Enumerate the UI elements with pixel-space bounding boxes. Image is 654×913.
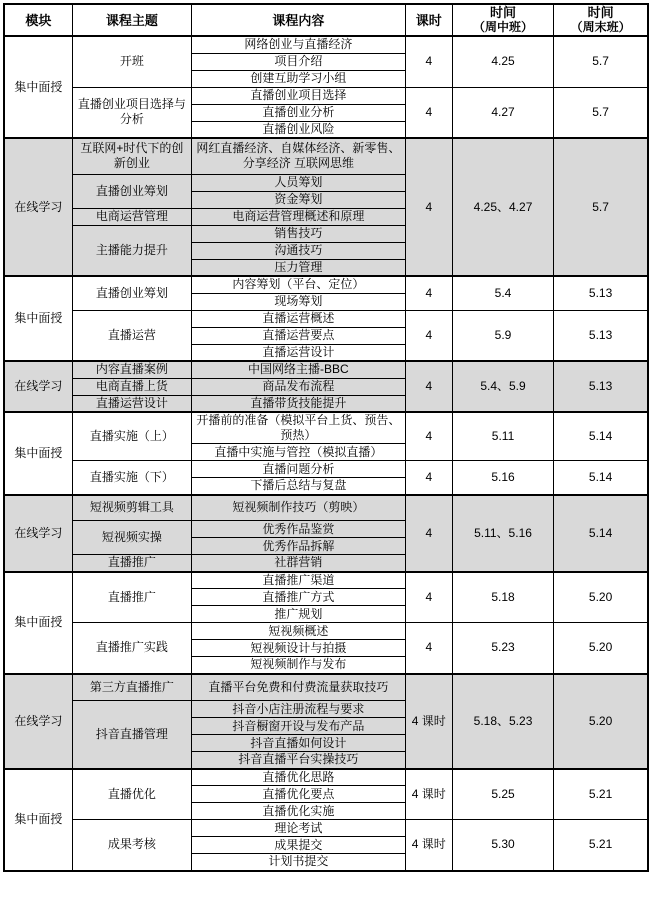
theme-cell: 抖音直播管理 xyxy=(72,701,191,769)
theme-cell: 内容直播案例 xyxy=(72,361,191,378)
theme-cell: 直播推广实践 xyxy=(72,623,191,674)
hours-cell: 4 xyxy=(405,138,452,276)
time-weekday-cell: 5.9 xyxy=(452,310,553,361)
theme-cell: 直播创业筹划 xyxy=(72,276,191,310)
table-row xyxy=(4,623,648,640)
hours-cell: 4 xyxy=(405,361,452,412)
hours-cell: 4 xyxy=(405,87,452,138)
time-weekend-cell: 5.13 xyxy=(554,276,648,310)
table-row xyxy=(4,361,648,378)
content-cell: 短视频设计与拍摄 xyxy=(192,640,406,657)
table-row xyxy=(4,138,648,174)
header-hours: 课时 xyxy=(405,4,452,36)
header-time-weekend: 时间 （周末班） xyxy=(554,4,648,36)
theme-cell: 短视频剪辑工具 xyxy=(72,495,191,521)
content-cell: 直播平台免费和付费流量获取技巧 xyxy=(192,674,406,701)
content-cell: 短视频概述 xyxy=(192,623,406,640)
theme-cell: 电商直播上货 xyxy=(72,378,191,395)
time-weekend-cell: 5.14 xyxy=(554,495,648,572)
time-weekend-cell: 5.7 xyxy=(554,87,648,138)
module-cell: 在线学习 xyxy=(4,361,72,412)
content-cell: 抖音直播如何设计 xyxy=(192,735,406,752)
content-cell: 直播运营设计 xyxy=(192,344,406,361)
content-cell: 短视频制作技巧（剪映） xyxy=(192,495,406,521)
time-weekend-cell: 5.20 xyxy=(554,674,648,769)
table-row xyxy=(4,87,648,104)
time-weekday-cell: 5.11、5.16 xyxy=(452,495,553,572)
time-weekday-cell: 5.25 xyxy=(452,769,553,820)
course-table-body xyxy=(4,36,648,871)
table-row xyxy=(4,276,648,293)
content-cell: 直播运营概述 xyxy=(192,310,406,327)
content-cell: 理论考试 xyxy=(192,820,406,837)
theme-cell: 成果考核 xyxy=(72,820,191,871)
theme-cell: 电商运营管理 xyxy=(72,208,191,225)
time-weekend-cell: 5.7 xyxy=(554,36,648,87)
hours-cell: 4 xyxy=(405,461,452,495)
theme-cell: 直播运营设计 xyxy=(72,395,191,412)
content-cell: 现场筹划 xyxy=(192,293,406,310)
time-weekday-cell: 4.27 xyxy=(452,87,553,138)
time-weekend-cell: 5.13 xyxy=(554,310,648,361)
header-time-weekday: 时间 （周中班） xyxy=(452,4,553,36)
module-cell: 集中面授 xyxy=(4,769,72,871)
content-cell: 短视频制作与发布 xyxy=(192,657,406,674)
table-row xyxy=(4,820,648,837)
content-cell: 直播运营要点 xyxy=(192,327,406,344)
header-theme: 课程主题 xyxy=(72,4,191,36)
content-cell: 开播前的准备（模拟平台上货、预告、预热） xyxy=(192,412,406,444)
theme-cell: 直播创业项目选择与分析 xyxy=(72,87,191,138)
theme-cell: 短视频实操 xyxy=(72,521,191,555)
time-weekend-cell: 5.13 xyxy=(554,361,648,412)
content-cell: 直播中实施与管控（模拟直播） xyxy=(192,444,406,461)
content-cell: 直播推广渠道 xyxy=(192,572,406,589)
time-weekday-cell: 4.25、4.27 xyxy=(452,138,553,276)
content-cell: 网红直播经济、自媒体经济、新零售、分享经济 互联网思维 xyxy=(192,138,406,174)
content-cell: 压力管理 xyxy=(192,259,406,276)
hours-cell: 4 xyxy=(405,495,452,572)
time-weekend-cell: 5.20 xyxy=(554,623,648,674)
content-cell: 直播优化思路 xyxy=(192,769,406,786)
hours-cell: 4 课时 xyxy=(405,674,452,769)
content-cell: 直播创业分析 xyxy=(192,104,406,121)
time-weekday-cell: 5.23 xyxy=(452,623,553,674)
table-row xyxy=(4,495,648,521)
table-row xyxy=(4,36,648,53)
time-weekday-cell: 5.4 xyxy=(452,276,553,310)
module-cell: 集中面授 xyxy=(4,572,72,674)
table-row xyxy=(4,674,648,701)
content-cell: 推广规划 xyxy=(192,606,406,623)
theme-cell: 直播实施（下） xyxy=(72,461,191,495)
time-weekend-cell: 5.14 xyxy=(554,412,648,461)
content-cell: 人员筹划 xyxy=(192,174,406,191)
content-cell: 下播后总结与复盘 xyxy=(192,478,406,495)
content-cell: 销售技巧 xyxy=(192,225,406,242)
content-cell: 资金筹划 xyxy=(192,191,406,208)
table-row xyxy=(4,461,648,478)
time-weekend-cell: 5.7 xyxy=(554,138,648,276)
theme-cell: 第三方直播推广 xyxy=(72,674,191,701)
header-module: 模块 xyxy=(4,4,72,36)
table-row xyxy=(4,412,648,444)
content-cell: 优秀作品拆解 xyxy=(192,538,406,555)
hours-cell: 4 xyxy=(405,276,452,310)
course-schedule-table xyxy=(3,3,649,872)
content-cell: 直播带货技能提升 xyxy=(192,395,406,412)
table-row xyxy=(4,572,648,589)
module-cell: 集中面授 xyxy=(4,412,72,495)
content-cell: 内容筹划（平台、定位） xyxy=(192,276,406,293)
time-weekday-cell: 5.4、5.9 xyxy=(452,361,553,412)
content-cell: 沟通技巧 xyxy=(192,242,406,259)
module-cell: 集中面授 xyxy=(4,276,72,361)
theme-cell: 直播实施（上） xyxy=(72,412,191,461)
module-cell: 在线学习 xyxy=(4,138,72,276)
theme-cell: 互联网+时代下的创新创业 xyxy=(72,138,191,174)
content-cell: 优秀作品鉴赏 xyxy=(192,521,406,538)
hours-cell: 4 xyxy=(405,36,452,87)
table-row xyxy=(4,769,648,786)
content-cell: 项目介绍 xyxy=(192,53,406,70)
time-weekend-cell: 5.21 xyxy=(554,820,648,871)
time-weekday-cell: 5.18、5.23 xyxy=(452,674,553,769)
content-cell: 商品发布流程 xyxy=(192,378,406,395)
time-weekday-cell: 5.30 xyxy=(452,820,553,871)
hours-cell: 4 课时 xyxy=(405,769,452,820)
theme-cell: 开班 xyxy=(72,36,191,87)
time-weekend-cell: 5.21 xyxy=(554,769,648,820)
time-weekend-cell: 5.14 xyxy=(554,461,648,495)
content-cell: 创建互助学习小组 xyxy=(192,70,406,87)
header-row xyxy=(4,4,648,36)
content-cell: 计划书提交 xyxy=(192,854,406,871)
content-cell: 网络创业与直播经济 xyxy=(192,36,406,53)
content-cell: 中国网络主播-BBC xyxy=(192,361,406,378)
table-row xyxy=(4,310,648,327)
content-cell: 抖音小店注册流程与要求 xyxy=(192,701,406,718)
hours-cell: 4 课时 xyxy=(405,820,452,871)
module-cell: 集中面授 xyxy=(4,36,72,138)
content-cell: 社群营销 xyxy=(192,555,406,572)
content-cell: 抖音直播平台实操技巧 xyxy=(192,752,406,769)
content-cell: 直播问题分析 xyxy=(192,461,406,478)
header-content: 课程内容 xyxy=(192,4,406,36)
time-weekday-cell: 5.11 xyxy=(452,412,553,461)
time-weekday-cell: 5.18 xyxy=(452,572,553,623)
content-cell: 直播优化要点 xyxy=(192,786,406,803)
module-cell: 在线学习 xyxy=(4,674,72,769)
theme-cell: 直播优化 xyxy=(72,769,191,820)
content-cell: 电商运营管理概述和原理 xyxy=(192,208,406,225)
hours-cell: 4 xyxy=(405,412,452,461)
content-cell: 直播推广方式 xyxy=(192,589,406,606)
content-cell: 直播创业项目选择 xyxy=(192,87,406,104)
time-weekend-cell: 5.20 xyxy=(554,572,648,623)
content-cell: 直播创业风险 xyxy=(192,121,406,138)
hours-cell: 4 xyxy=(405,572,452,623)
time-weekday-cell: 4.25 xyxy=(452,36,553,87)
theme-cell: 直播创业筹划 xyxy=(72,174,191,208)
theme-cell: 直播推广 xyxy=(72,555,191,572)
content-cell: 抖音橱窗开设与发布产品 xyxy=(192,718,406,735)
theme-cell: 直播运营 xyxy=(72,310,191,361)
hours-cell: 4 xyxy=(405,623,452,674)
module-cell: 在线学习 xyxy=(4,495,72,572)
theme-cell: 主播能力提升 xyxy=(72,225,191,276)
theme-cell: 直播推广 xyxy=(72,572,191,623)
hours-cell: 4 xyxy=(405,310,452,361)
content-cell: 成果提交 xyxy=(192,837,406,854)
content-cell: 直播优化实施 xyxy=(192,803,406,820)
time-weekday-cell: 5.16 xyxy=(452,461,553,495)
